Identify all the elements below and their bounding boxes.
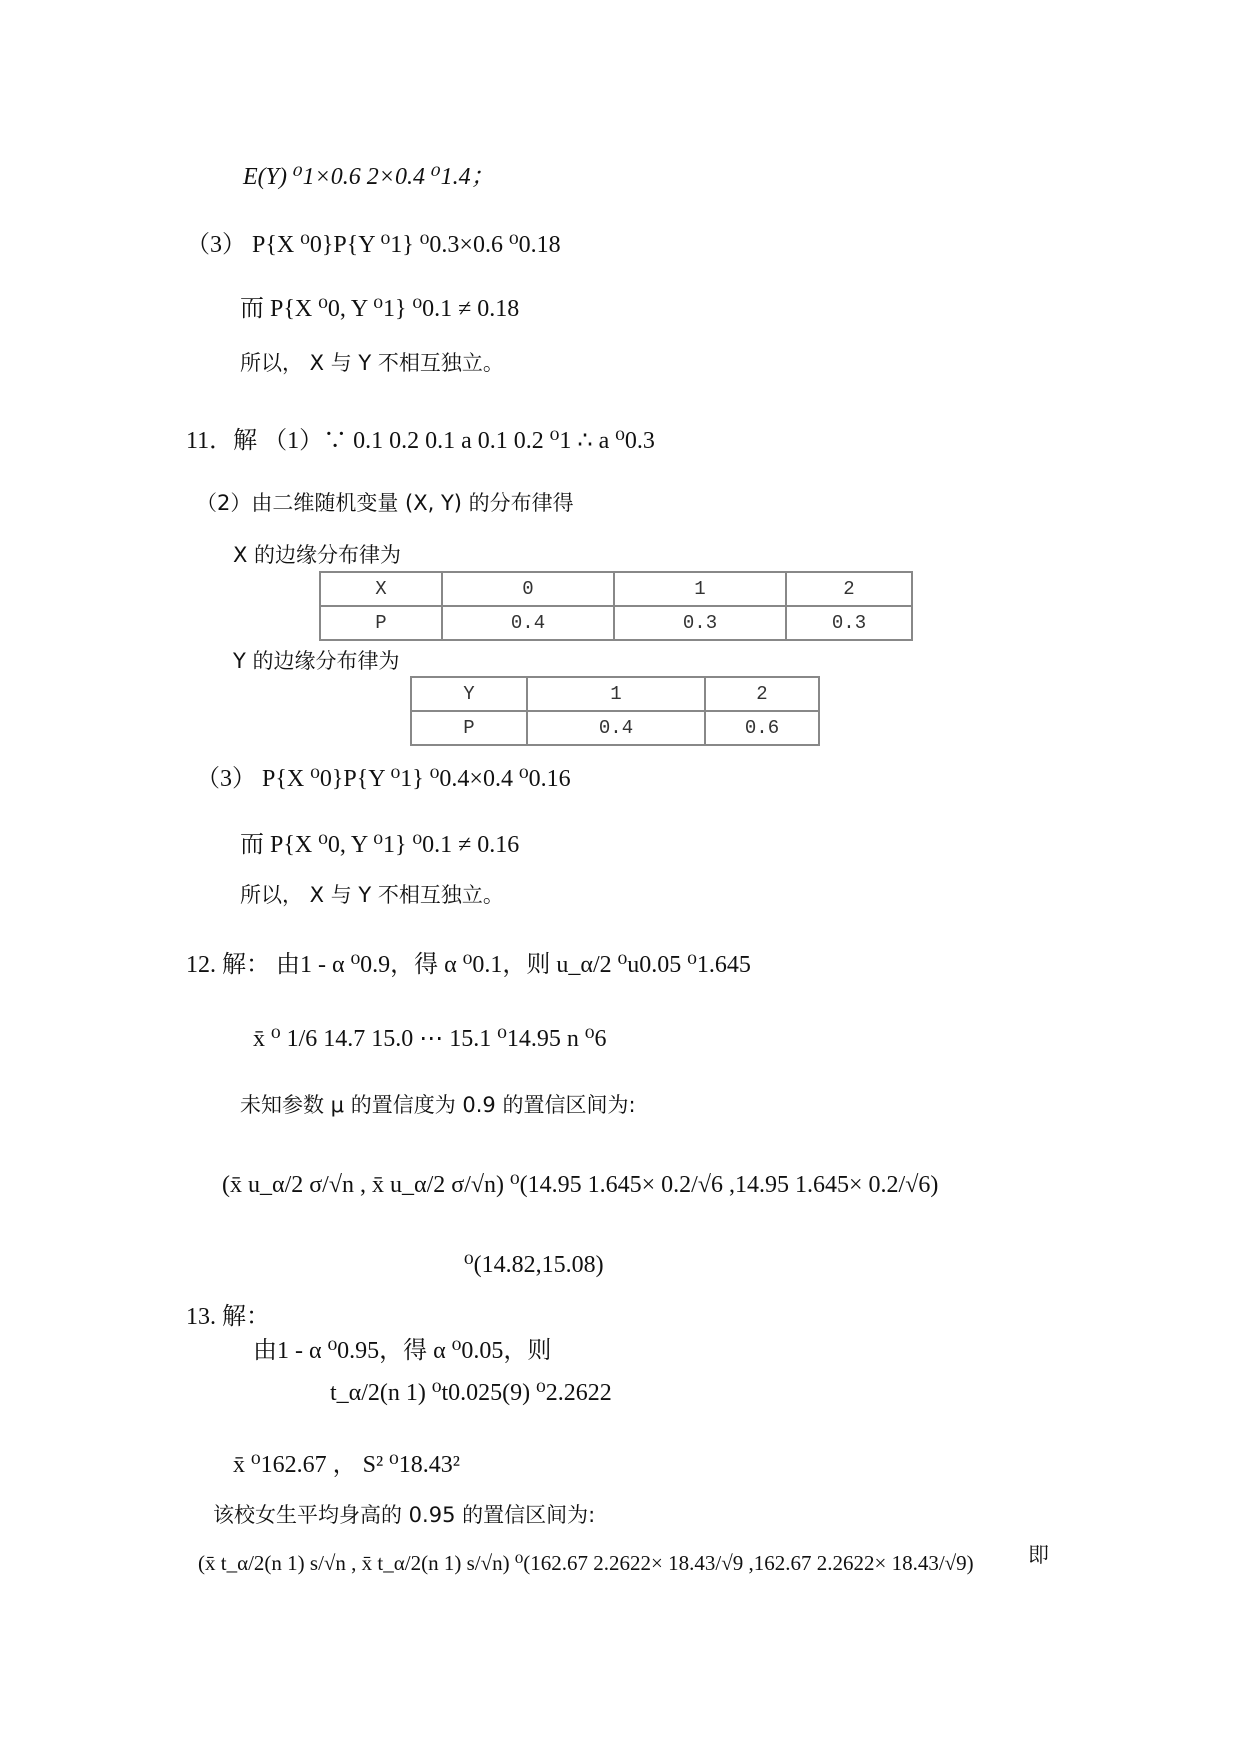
table-cell: X (320, 572, 442, 606)
problem-13-interval-title: 该校女生平均身高的 0.95 的置信区间为: (213, 1503, 596, 1527)
table-cell: 2 (705, 677, 819, 711)
problem-11-part1: 11．解 （1）∵ 0.1 0.2 0.1 a 0.1 0.2 ⁰1 ∴ a ⁰0.3 (186, 428, 655, 454)
table-row (320, 572, 912, 606)
problem-12-interval-title: 未知参数 μ 的置信度为 0.9 的置信区间为: (240, 1093, 636, 1117)
table-cell: 0.3 (614, 606, 786, 640)
line-part3-product: （3） P{X ⁰0}P{Y ⁰1} ⁰0.3×0.6 ⁰0.18 (186, 232, 561, 258)
problem-13-continuation: 即 (1028, 1543, 1049, 1567)
table-row (411, 677, 819, 711)
table-row (320, 606, 912, 640)
y-marginal-table (410, 676, 820, 746)
table-cell: 0.6 (705, 711, 819, 745)
problem-13-sample-stats: x̄ ⁰162.67 ， S² ⁰18.43² (233, 1452, 460, 1478)
x-marginal-table (319, 571, 913, 641)
y-marginal-title: Y 的边缘分布律为 (233, 649, 400, 673)
table-cell: Y (411, 677, 527, 711)
line-joint-prob: 而 P{X ⁰0, Y ⁰1} ⁰0.1 ≠ 0.18 (240, 296, 520, 322)
line-ey: E(Y) ⁰1×0.6 2×0.4 ⁰1.4； (243, 164, 495, 190)
table-cell: 2 (786, 572, 912, 606)
table-cell: 1 (527, 677, 705, 711)
problem-12-mean: x̄ ⁰ 1/6 14.7 15.0 ⋯ 15.1 ⁰14.95 n ⁰6 (253, 1026, 607, 1052)
problem-12-interval-formula: (x̄ u_α/2 σ/√n , x̄ u_α/2 σ/√n) ⁰(14.95 1.645× 0.2/√6 ,14.95 1.645× 0.2/√6) (222, 1172, 939, 1198)
problem-13-t-value: t_α/2(n 1) ⁰t0.025(9) ⁰2.2622 (330, 1380, 612, 1406)
table-cell: 1 (614, 572, 786, 606)
table-cell: 0 (442, 572, 614, 606)
problem-13-alpha: 由1 - α ⁰0.95，得 α ⁰0.05，则 (253, 1338, 552, 1364)
problem-11-part3: （3） P{X ⁰0}P{Y ⁰1} ⁰0.4×0.4 ⁰0.16 (196, 766, 571, 792)
table-cell: 0.4 (442, 606, 614, 640)
x-marginal-title: X 的边缘分布律为 (233, 543, 402, 567)
problem-11-joint-prob: 而 P{X ⁰0, Y ⁰1} ⁰0.1 ≠ 0.16 (240, 832, 520, 858)
table-cell: P (320, 606, 442, 640)
problem-12-alpha: 12. 解： 由1 - α ⁰0.9，得 α ⁰0.1，则 u_α/2 ⁰u0.05 ⁰1.645 (186, 952, 751, 978)
table-cell: P (411, 711, 527, 745)
problem-12-interval-result: ⁰(14.82,15.08) (464, 1252, 604, 1278)
line-conclusion: 所以， X 与 Y 不相互独立。 (240, 351, 504, 375)
problem-11-conclusion: 所以， X 与 Y 不相互独立。 (240, 883, 504, 907)
problem-13-label: 13. 解： (186, 1304, 270, 1330)
table-cell: 0.3 (786, 606, 912, 640)
problem-11-part2: （2）由二维随机变量 (X, Y) 的分布律得 (196, 491, 574, 515)
table-cell: 0.4 (527, 711, 705, 745)
problem-13-interval-formula: (x̄ t_α/2(n 1) s/√n , x̄ t_α/2(n 1) s/√n) ⁰(162.67 2.2622× 18.43/√9 ,162.67 2.2622× 18.43/√9) (198, 1551, 974, 1575)
table-row (411, 711, 819, 745)
